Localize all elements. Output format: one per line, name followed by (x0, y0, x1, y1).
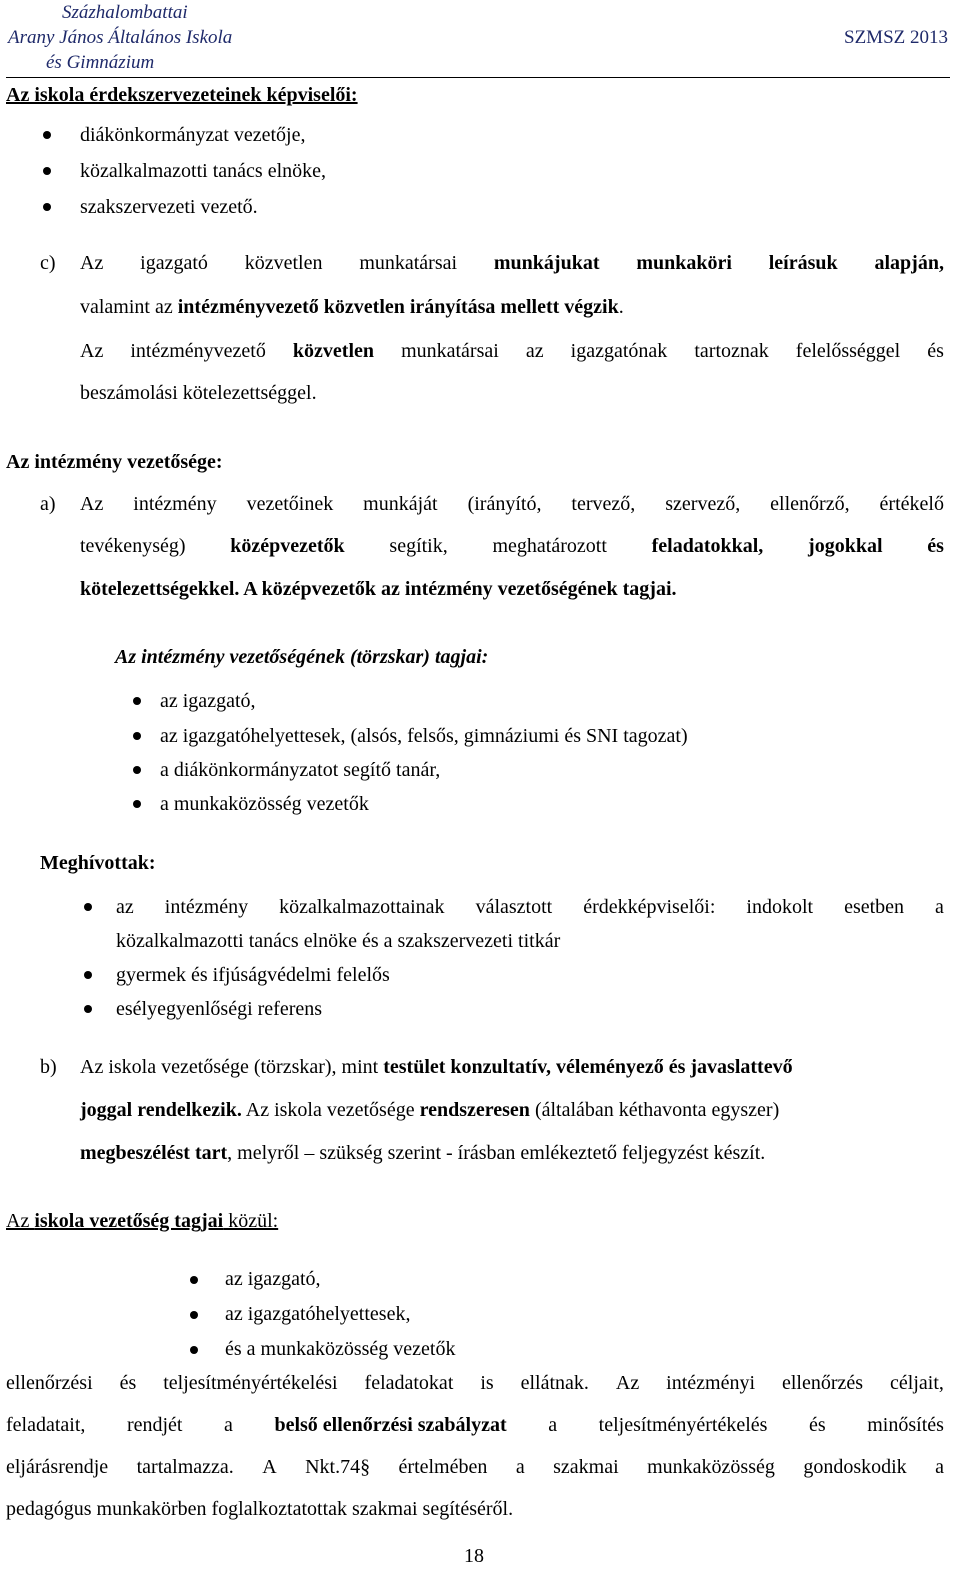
members-heading: Az iskola vezetőség tagjai közül: (6, 1210, 279, 1232)
members-item: az igazgató, (225, 1268, 321, 1290)
bullet-icon (84, 1005, 92, 1013)
reps-heading: Az iskola érdekszervezeteinek képviselői: (6, 84, 358, 106)
page-number: 18 (464, 1545, 484, 1567)
invited-item1-line2: közalkalmazotti tanács elnöke és a szakszervezeti titkár (116, 930, 561, 952)
reps-item: közalkalmazotti tanács elnöke, (80, 160, 327, 182)
section-b-line2: joggal rendelkezik. Az iskola vezetősége rendszeresen (általában kéthavonta egyszer) (80, 1099, 780, 1121)
invited-heading: Meghívottak: (40, 852, 156, 874)
section-a-line2: tevékenység) középvezetők segítik, meghatározott feladatokkal, jogokkal és (80, 535, 944, 557)
bullet-icon (43, 131, 51, 139)
section-b-line1: Az iskola vezetősége (törzskar), mint testület konzultatív, véleményező és javaslattevő (80, 1056, 793, 1078)
bullet-icon (190, 1311, 198, 1319)
bullet-icon (133, 697, 141, 705)
bullet-icon (84, 903, 92, 911)
staff-item: az igazgatóhelyettesek, (alsós, felsős, gimnáziumi és SNI tagozat) (160, 725, 688, 747)
section-b-line3: megbeszélést tart, melyről – szükség szerint - írásban emlékeztető feljegyzést készít. (80, 1142, 766, 1164)
staff-item: a diákönkormányzatot segítő tanár, (160, 759, 441, 781)
school-name-line1: Százhalombattai (62, 2, 188, 23)
bullet-icon (190, 1276, 198, 1284)
invited-item: esélyegyenlőségi referens (116, 998, 323, 1020)
members-paragraph-line2: feladatait, rendjét a belső ellenőrzési szabályzat a teljesítményértékelés és minősítés (6, 1414, 944, 1436)
bullet-icon (133, 800, 141, 808)
staff-item: az igazgató, (160, 690, 256, 712)
leadership-heading: Az intézmény vezetősége: (6, 451, 223, 473)
bullet-icon (43, 203, 51, 211)
section-b-label: b) (40, 1056, 57, 1078)
bullet-icon (43, 167, 51, 175)
school-name-line2: Arany János Általános Iskola (8, 27, 233, 48)
bullet-icon (133, 732, 141, 740)
section-a-line3: kötelezettségekkel. A középvezetők az intézmény vezetőségének tagjai. (80, 578, 677, 600)
reps-item: diákönkormányzat vezetője, (80, 124, 306, 146)
staff-heading: Az intézmény vezetőségének (törzskar) tagjai: (115, 646, 489, 668)
invited-item: gyermek és ifjúságvédelmi felelős (116, 964, 390, 986)
section-c-line1: Az igazgató közvetlen munkatársai munkájukat munkaköri leírásuk alapján, (80, 252, 944, 274)
school-name-line3: és Gimnázium (46, 52, 155, 73)
members-item: az igazgatóhelyettesek, (225, 1303, 411, 1325)
members-item: és a munkaközösség vezetők (225, 1338, 456, 1360)
bullet-icon (84, 971, 92, 979)
members-paragraph-line4: pedagógus munkakörben foglalkoztatottak szakmai segítéséről. (6, 1498, 514, 1520)
reps-item: szakszervezeti vezető. (80, 196, 258, 218)
invited-item1-line1: az intézmény közalkalmazottainak választott érdekképviselői: indokolt esetben a (116, 896, 944, 918)
section-a-line1: Az intézmény vezetőinek munkáját (irányító, tervező, szervező, ellenőrző, értékelő (80, 493, 944, 515)
section-c-label: c) (40, 252, 56, 274)
section-c-line2: valamint az intézményvezető közvetlen irányítása mellett végzik. (80, 296, 624, 318)
bullet-icon (133, 766, 141, 774)
document-code: SZMSZ 2013 (844, 27, 948, 48)
section-c-line4: beszámolási kötelezettséggel. (80, 382, 317, 404)
bullet-icon (190, 1346, 198, 1354)
section-c-line3: Az intézményvezető közvetlen munkatársai az igazgatónak tartoznak felelősséggel és (80, 340, 944, 362)
header-rule (6, 77, 950, 78)
members-paragraph-line1: ellenőrzési és teljesítményértékelési feladatokat is ellátnak. Az intézményi ellenőrzés céljait, (6, 1372, 944, 1394)
section-a-label: a) (40, 493, 56, 515)
staff-item: a munkaközösség vezetők (160, 793, 369, 815)
members-paragraph-line3: eljárásrendje tartalmazza. A Nkt.74§ értelmében a szakmai munkaközösség gondoskodik a (6, 1456, 944, 1478)
